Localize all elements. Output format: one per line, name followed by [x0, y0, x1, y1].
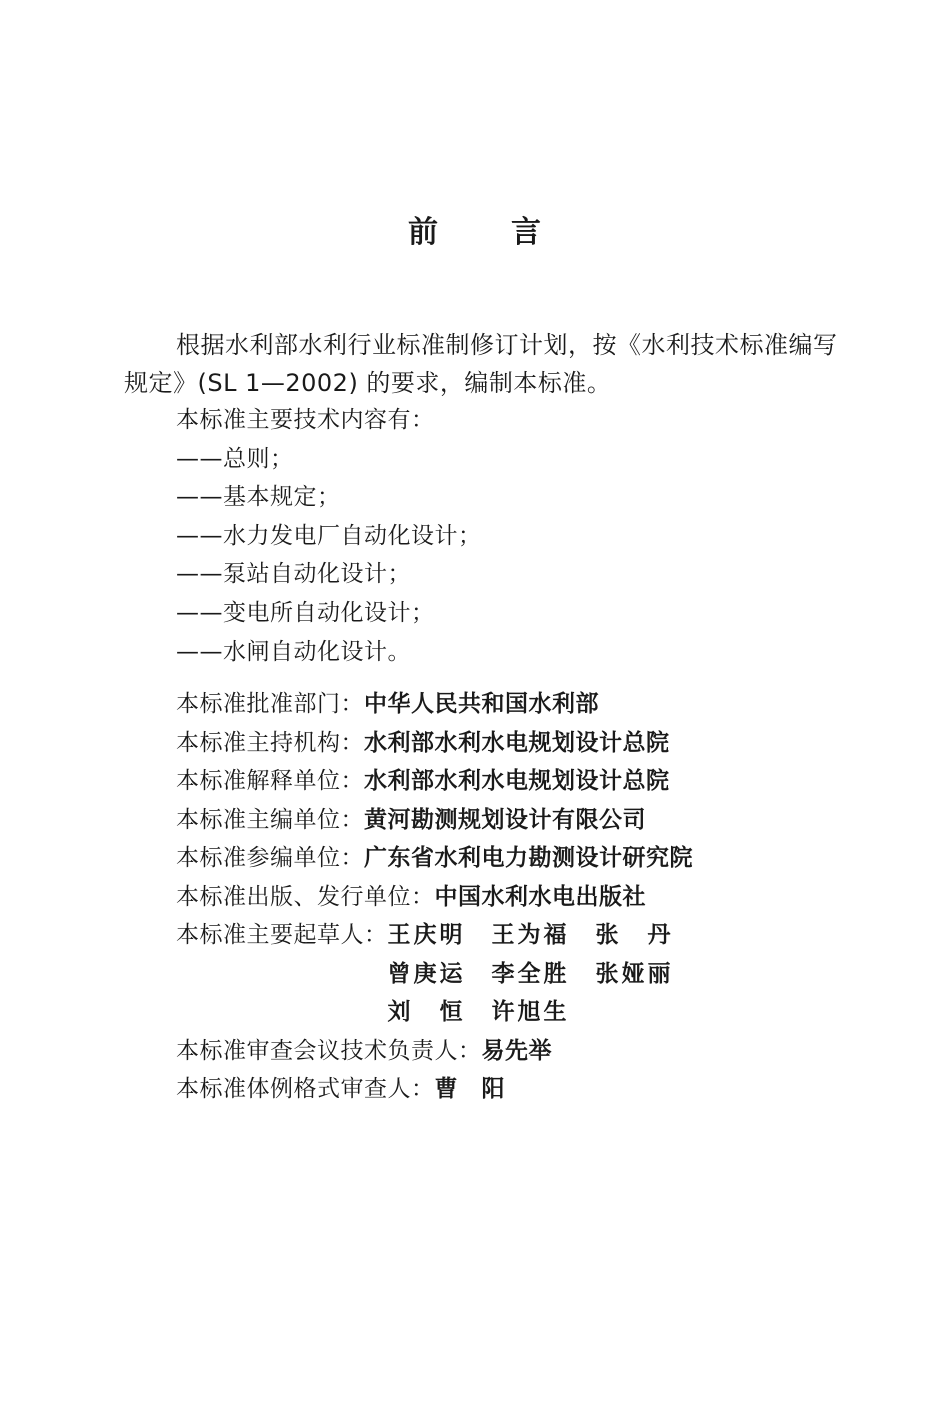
- intro-paragraph: [124, 326, 850, 402]
- chief-editor-label: 本标准主编单位：: [176, 806, 364, 833]
- contents-item: ——变电所自动化设计；: [176, 599, 435, 626]
- contents-item: ——基本规定；: [176, 484, 341, 511]
- intro-paragraph-text: 根据水利部水利行业标准制修订计划，按《水利技术标准编写规定》(SL 1—2002) 的要求，编制本标准。: [124, 331, 838, 397]
- publisher-row: [176, 878, 788, 917]
- chief-editor-row: [176, 801, 788, 840]
- interpret-row: [176, 762, 788, 801]
- review-tech-row: [176, 1032, 788, 1071]
- co-editor-value: 广东省水利电力勘测设计研究院: [364, 845, 693, 871]
- contents-item: ——泵站自动化设计；: [176, 561, 411, 588]
- drafters-list: [388, 916, 788, 1032]
- approval-row: [176, 685, 788, 724]
- contents-list: [176, 401, 482, 671]
- drafters-label: 本标准主要起草人：: [176, 922, 388, 948]
- interpret-label: 本标准解释单位：: [176, 768, 364, 794]
- drafter-name: 张娅丽: [595, 960, 674, 987]
- contents-intro: 本标准主要技术内容有：: [176, 407, 435, 433]
- chief-editor-value: 黄河勘测规划设计有限公司: [364, 806, 646, 833]
- review-tech-value: 易先举: [481, 1037, 552, 1064]
- approval-label: 本标准批准部门：: [176, 691, 364, 717]
- drafter-name: 王为福: [491, 922, 570, 948]
- title-char-1: 前: [408, 215, 439, 250]
- host-row: [176, 724, 788, 763]
- drafter-name: 王庆明: [387, 922, 466, 948]
- page-title: [0, 207, 950, 251]
- drafters-row: [176, 916, 788, 1032]
- format-review-row: [176, 1070, 788, 1109]
- host-value: 水利部水利水电规划设计总院: [364, 729, 670, 756]
- publisher-value: 中国水利水电出版社: [434, 883, 646, 910]
- interpret-value: 水利部水利水电规划设计总院: [364, 768, 670, 794]
- standard-metadata: [176, 685, 788, 1109]
- drafter-name: 李全胜: [491, 960, 570, 987]
- format-review-value: 曹 阳: [434, 1076, 505, 1102]
- host-label: 本标准主持机构：: [176, 729, 364, 756]
- co-editor-row: [176, 839, 788, 878]
- publisher-label: 本标准出版、发行单位：: [176, 883, 435, 910]
- approval-value: 中华人民共和国水利部: [364, 691, 599, 717]
- review-tech-label: 本标准审查会议技术负责人：: [176, 1037, 482, 1064]
- co-editor-label: 本标准参编单位：: [176, 845, 364, 871]
- contents-item: ——总则；: [176, 445, 294, 472]
- drafter-name: 张 丹: [595, 922, 674, 948]
- format-review-label: 本标准体例格式审查人：: [176, 1076, 435, 1102]
- drafter-name: 许旭生: [491, 999, 570, 1025]
- drafter-name: 刘 恒: [387, 999, 466, 1025]
- contents-item: ——水力发电厂自动化设计；: [176, 522, 482, 549]
- contents-item: ——水闸自动化设计。: [176, 638, 411, 665]
- title-char-2: 言: [511, 215, 542, 250]
- drafter-name: 曾庚运: [387, 960, 466, 987]
